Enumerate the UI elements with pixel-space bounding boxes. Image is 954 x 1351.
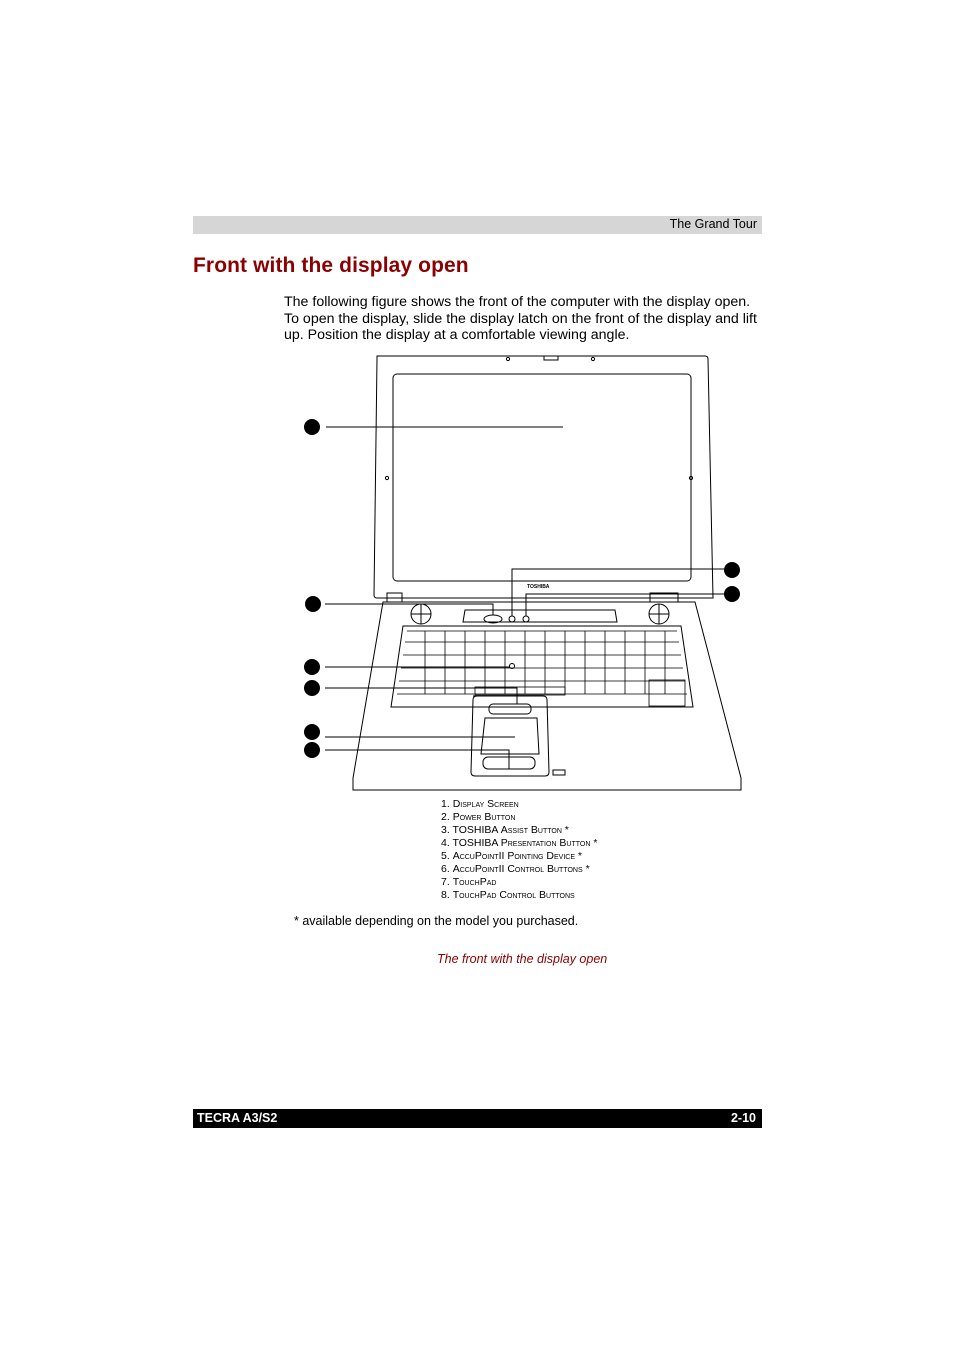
legend-item-6: 6. AccuPointII Control Buttons * <box>441 863 590 875</box>
header-section-title: The Grand Tour <box>669 217 757 231</box>
laptop-illustration <box>295 350 755 800</box>
front-latch <box>553 770 565 775</box>
legend-item-4: 4. TOSHIBA Presentation Button * <box>441 837 598 849</box>
callout-3 <box>724 562 740 578</box>
footer-model-name: TECRA A3/S2 <box>197 1111 278 1125</box>
accupoint-control-buttons <box>489 704 531 714</box>
legend-item-3: 3. TOSHIBA Assist Button * <box>441 824 569 836</box>
display-screen <box>393 374 691 581</box>
callout-5 <box>304 659 320 675</box>
legend-item-1: 1. Display Screen <box>441 798 519 810</box>
figure-legend <box>441 798 597 902</box>
figure-caption: The front with the display open <box>437 952 608 966</box>
laptop-lid <box>374 356 713 598</box>
assist-button <box>509 616 515 622</box>
page-title: Front with the display open <box>193 254 469 277</box>
presentation-button <box>523 616 529 622</box>
display-latch <box>544 356 558 360</box>
footnote: * available depending on the model you purchased. <box>294 914 579 928</box>
legend-item-7: 7. TouchPad <box>441 876 497 888</box>
callout-6 <box>304 680 320 696</box>
legend-item-5: 5. AccuPointII Pointing Device * <box>441 850 583 862</box>
intro-paragraph: The following figure shows the front of the computer with the display open. To open the display, slide the display latch on the front of the display and lift up. Position the display at a comfortable viewing angle. <box>284 294 757 343</box>
brand-logo: TOSHIBA <box>527 584 550 590</box>
laptop-base <box>353 602 741 790</box>
footer-page-number: 2-10 <box>730 1111 756 1125</box>
callout-1 <box>304 419 320 435</box>
callout-4 <box>724 586 740 602</box>
hinge-dot-left <box>385 476 388 479</box>
touchpad <box>481 718 539 754</box>
legend-item-2: 2. Power Button <box>441 811 516 823</box>
laptop-figure <box>295 350 755 800</box>
running-footer <box>193 1109 762 1128</box>
callout-2 <box>305 596 321 612</box>
webcam-dot-right <box>591 357 594 360</box>
legend-item-8: 8. TouchPad Control Buttons <box>441 889 575 901</box>
callout-8 <box>304 742 320 758</box>
callout-7 <box>304 724 320 740</box>
running-header <box>193 216 762 234</box>
keyboard-keys <box>397 631 687 706</box>
webcam-dot-left <box>506 357 509 360</box>
